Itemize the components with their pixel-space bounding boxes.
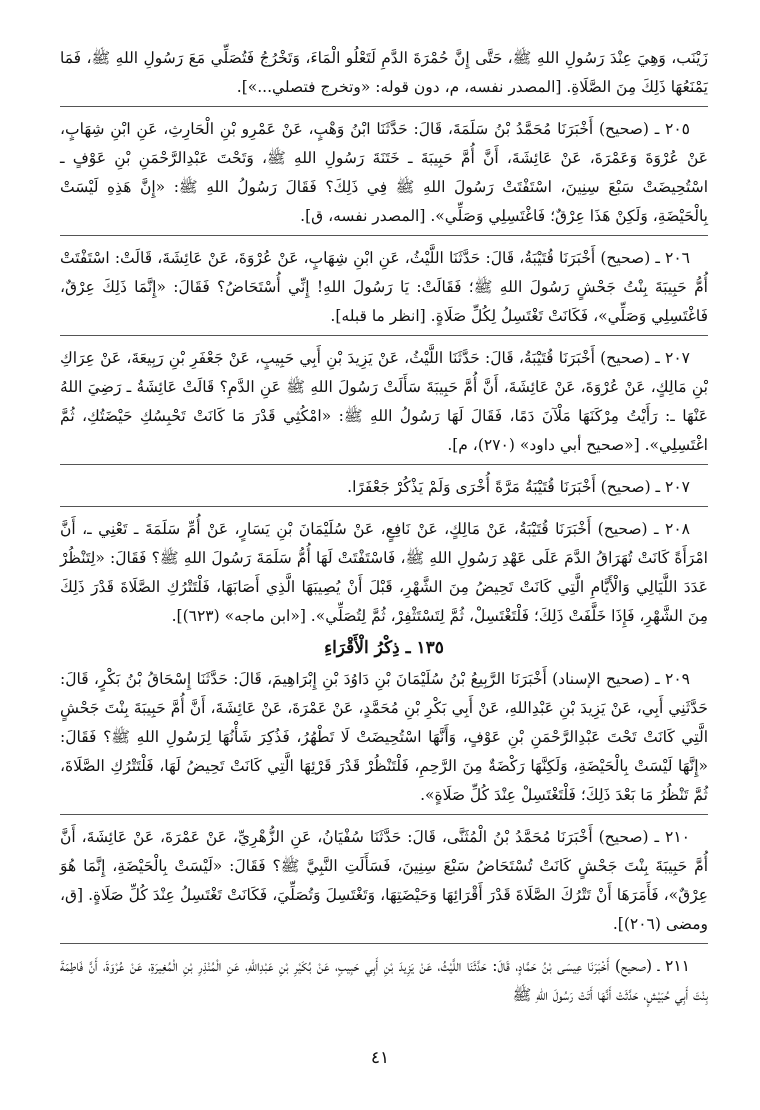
hadith-208: ٢٠٨ ـ (صحيح) أَخْبَرَنَا قُتَيْبَةُ، عَنْ مَالِكٍ، عَنْ نَافِعٍ، عَنْ سُلَيْمَانَ بْنِ يَسَارٍ، عَنْ أُمِّ سَلَمَةَ ـ تَعْنِي ـ، أَنَّ امْرَأَةً كَانَتْ تُهَرَاقُ الدَّمَ عَلَى عَهْدِ رَسُولِ اللهِ ﷺ، فَاسْتَفْتَتْ لَهَا أُمُّ سَلَمَةَ رَسُولَ اللهِ ﷺ؟ فَقَالَ: «لِتَنْظُرْ عَدَدَ اللَّيَالِي وَالْأَيَّامِ الَّتِي كَانَتْ تَحِيضُ مِنَ الشَّهْرِ، قَبْلَ أَنْ يُصِيبَهَا الَّذِي أَصَابَهَا، فَلْتَتْرُكِ الصَّلَاةَ قَدْرَ ذَلِكَ مِنَ الشَّهْرِ، فَإِذَا خَلَّفَتْ ذَلِكَ؛ فَلْتَغْتَسِلْ، ثُمَّ لِتَسْتَثْفِرْ، ثُمَّ لِتُصَلِّي». [«ابن ماجه» (٦٢٣)]. [60,520,708,625]
hadith-209: ٢٠٩ ـ (صحيح الإسناد) أَخْبَرَنَا الرَّبِيعُ بْنُ سُلَيْمَانَ بْنِ دَاوُدَ بْنِ إِبْرَاهِيمَ، قَالَ: حَدَّثَنَا إِسْحَاقُ بْنُ بَكْرٍ، قَالَ: حَدَّثَنِي أَبِي، عَنْ يَزِيدَ بْنِ عَبْدِاللهِ، عَنْ أَبِي بَكْرِ بْنِ مُحَمَّدٍ، عَنْ عَمْرَةَ، عَنْ عَائِشَةَ، أَنَّ أُمَّ حَبِيبَةَ بِنْتَ جَحْشٍ الَّتِي كَانَتْ تَحْتَ عَبْدِالرَّحْمَنِ بْنِ عَوْفٍ، وَأَنَّهَا اسْتُحِيضَتْ لَا تَطْهُرُ، فَذُكِرَ شَأْنُهَا لِرَسُولِ اللهِ ﷺ؟ فَقَالَ: «إِنَّهَا لَيْسَتْ بِالْحَيْضَةِ، وَلَكِنَّهَا رَكْضَةٌ مِنَ الرَّحِمِ، فَلْتَنْظُرْ قَدْرَ قَرْئِهَا الَّتِي كَانَتْ تَحِيضُ لَهَا، فَلْتَتْرُكِ الصَّلَاةَ، ثُمَّ تَنْظُرُ مَا بَعْدَ ذَلِكَ؛ فَلْتَغْتَسِلْ عِنْدَ كُلِّ صَلَاةٍ». [60,670,708,804]
divider [60,943,708,944]
hadith-207-repeat: ٢٠٧ ـ (صحيح) أَخْبَرَنَا قُتَيْبَةُ مَرَّةً أُخْرَى وَلَمْ يَذْكُرْ جَعْفَرًا. [347,478,690,496]
paragraph-continuation: زَيْنَب، وَهِيَ عِنْدَ رَسُولِ اللهِ ﷺ، حَتَّى إِنَّ حُمْرَةَ الدَّمِ لَتَعْلُو الْمَاءَ، وَتَخْرُجُ فَتُصَلِّي مَعَ رَسُولِ اللهِ ﷺ، فَمَا يَمْنَعُهَا ذَلِكَ مِنَ الصَّلَاةِ. [المصدر نفسه، م، دون قوله: «وتخرج فتصلي...»]. [60,49,708,96]
divider [60,106,708,107]
hadith-210: ٢١٠ ـ (صحيح) أَخْبَرَنَا مُحَمَّدُ بْنُ الْمُثَنَّى، قَالَ: حَدَّثَنَا سُفْيَانُ، عَنِ الزُّهْرِيِّ، عَنْ عَمْرَةَ، عَنْ عَائِشَةَ، أَنَّ أُمَّ حَبِيبَةَ بِنْتَ جَحْشٍ كَانَتْ تُسْتَحَاضُ سَبْعَ سِنِينَ، فَسَأَلَتِ النَّبِيَّ ﷺ؟ فَقَالَ: «لَيْسَتْ بِالْحَيْضَةِ، إِنَّمَا هُوَ عِرْقٌ»، فَأَمَرَهَا أَنْ تَتْرُكَ الصَّلَاةَ قَدْرَ أَقْرَائِهَا وَحَيْضَتِهَا، وَتَغْتَسِلَ وَتُصَلِّيَ، فَكَانَتْ تَغْتَسِلُ عِنْدَ كُلِّ صَلَاةٍ. [ق، ومضى (٢٠٦)]. [60,828,708,933]
divider [60,506,708,507]
section-heading: ١٣٥ ـ ذِكْرُ الْأَقْرَاءِ [324,638,444,658]
hadith-211: ٢١١ ـ (صحيح) أَخْبَرَنَا عِيسَى بْنُ حَمَّادٍ، قَالَ: حَدَّثَنَا اللَّيْثُ، عَنْ يَزِيدَ بْنِ أَبِي حَبِيبٍ، عَنْ بُكَيْرِ بْنِ عَبْدِاللهِ، عَنِ الْمُنْذِرِ بْنِ الْمُغِيرَةِ، عَنْ عُرْوَةَ، أَنَّ فَاطِمَةَ بِنْتَ أَبِي حُبَيْشٍ، حَدَّثَتْ أَنَّهَا أَتَتْ رَسُولَ اللهِ ﷺ [60,957,708,1004]
page-body [60,44,708,1010]
divider [60,235,708,236]
page-number: ٤١ [370,1048,390,1068]
divider [60,464,708,465]
hadith-205: ٢٠٥ ـ (صحيح) أَخْبَرَنَا مُحَمَّدُ بْنُ سَلَمَةَ، قَالَ: حَدَّثَنَا ابْنُ وَهْبٍ، عَنْ عَمْرِو بْنِ الْحَارِثِ، عَنِ ابْنِ شِهَابٍ، عَنْ عُرْوَةَ وَعَمْرَةَ، عَنْ عَائِشَةَ، أَنَّ أُمَّ حَبِيبَةَ ـ خَتَنَةَ رَسُولِ اللهِ ﷺ، وَتَحْتَ عَبْدِالرَّحْمَنِ بْنِ عَوْفٍ ـ اسْتُحِيضَتْ سَبْعَ سِنِينَ، اسْتَفْتَتْ رَسُولَ اللهِ ﷺ فِي ذَلِكَ؟ فَقَالَ رَسُولُ اللهِ ﷺ: «إِنَّ هَذِهِ لَيْسَتْ بِالْحَيْضَةِ، وَلَكِنْ هَذَا عِرْقٌ؛ فَاغْتَسِلِي وَصَلِّي». [المصدر نفسه، ق]. [60,120,708,225]
divider [60,335,708,336]
divider [60,814,708,815]
hadith-207: ٢٠٧ ـ (صحيح) أَخْبَرَنَا قُتَيْبَةُ، قَالَ: حَدَّثَنَا اللَّيْثُ، عَنْ يَزِيدَ بْنِ أَبِي حَبِيبٍ، عَنْ جَعْفَرِ بْنِ رَبِيعَةَ، عَنْ عِرَاكِ بْنِ مَالِكٍ، عَنْ عُرْوَةَ، عَنْ عَائِشَةَ، أَنَّ أُمَّ حَبِيبَةَ سَأَلَتْ رَسُولَ اللهِ ﷺ عَنِ الدَّمِ؟ قَالَتْ عَائِشَةُ ـ رَضِيَ اللهُ عَنْهَا ـ: رَأَيْتُ مِرْكَنَهَا مَلْآنَ دَمًا، فَقَالَ لَهَا رَسُولُ اللهِ ﷺ: «امْكُثِي قَدْرَ مَا كَانَتْ تَحْبِسُكِ حَيْضَتُكِ، ثُمَّ اغْتَسِلِي». [«صحيح أبي داود» (٢٧٠)، م]. [60,349,708,454]
hadith-206: ٢٠٦ ـ (صحيح) أَخْبَرَنَا قُتَيْبَةُ، قَالَ: حَدَّثَنَا اللَّيْثُ، عَنِ ابْنِ شِهَابٍ، عَنْ عُرْوَةَ، عَنْ عَائِشَةَ، قَالَتْ: اسْتَفْتَتْ أُمُّ حَبِيبَةَ بِنْتُ جَحْشٍ رَسُولَ اللهِ ﷺ؛ فَقَالَتْ: يَا رَسُولَ اللهِ! إِنِّي أُسْتَحَاضُ؟ فَقَالَ: «إِنَّمَا ذَلِكَ عِرْقٌ، فَاغْتَسِلِي وَصَلِّي»، فَكَانَتْ تَغْتَسِلُ لِكُلِّ صَلَاةٍ. [انظر ما قبله]. [60,249,708,325]
